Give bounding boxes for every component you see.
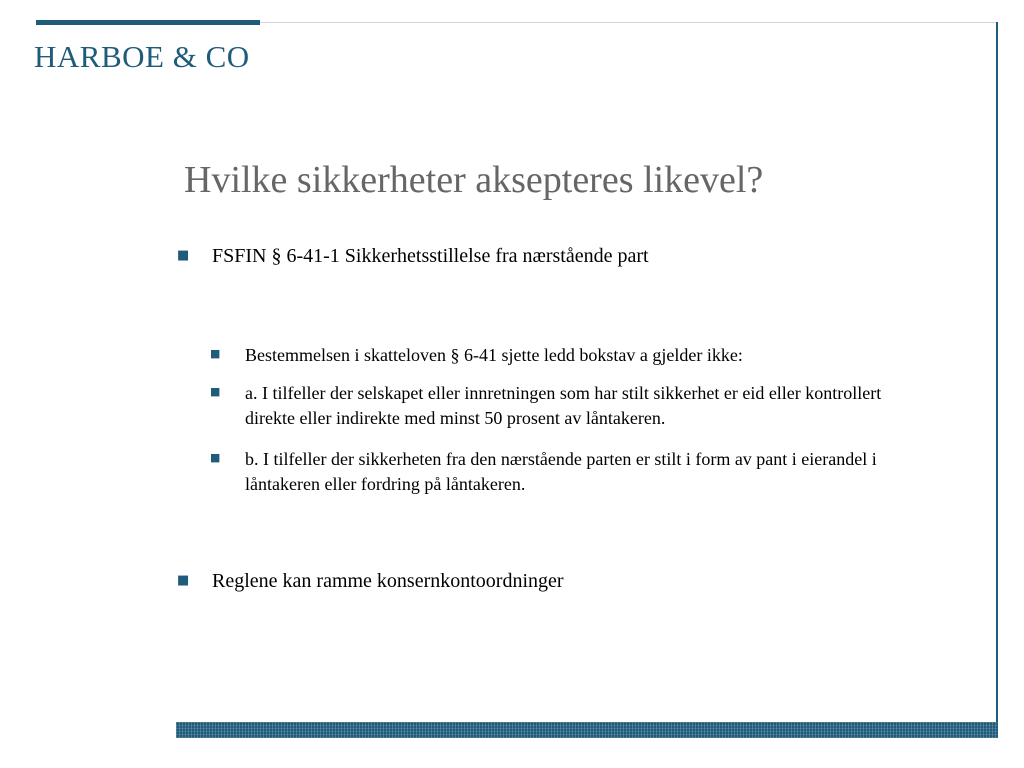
sub-bullet-text: b. I tilfeller der sikkerheten fra den nærstående parten er stilt i form av pant i eierandel i låntakeren eller fordring på låntakeren. <box>245 449 877 494</box>
square-bullet-icon: ■ <box>210 451 221 464</box>
sub-bullet-item-a <box>210 381 930 431</box>
square-bullet-icon: ■ <box>177 248 190 263</box>
bullet-item-fsfin <box>176 244 976 268</box>
sub-bullet-item-b <box>210 447 930 497</box>
bullet-text: FSFIN § 6-41-1 Sikkerhetsstillelse fra nærstående part <box>212 245 649 267</box>
sub-bullet-text: a. I tilfeller der selskapet eller innretningen som har stilt sikkerhet er eid eller kontrollert direkte eller indirekte med minst 50 prosent av låntakeren. <box>245 383 882 428</box>
square-bullet-icon: ■ <box>177 573 190 588</box>
square-bullet-icon: ■ <box>210 385 221 398</box>
bullet-item-reglene <box>176 569 976 593</box>
top-accent-rule <box>36 20 260 25</box>
right-border-rule <box>996 22 998 738</box>
top-divider-line <box>260 22 998 23</box>
slide-title: Hvilke sikkerheter aksepteres likevel? <box>184 159 764 201</box>
bottom-decorative-band <box>176 722 998 738</box>
square-bullet-icon: ■ <box>210 347 221 360</box>
bullet-text: Reglene kan ramme konsernkontoordninger <box>212 570 564 592</box>
sub-bullet-text: Bestemmelsen i skatteloven § 6-41 sjette ledd bokstav a gjelder ikke: <box>245 345 743 365</box>
sub-bullet-item-bestemmelsen <box>210 343 930 368</box>
company-logo: HARBOE & CO <box>34 39 250 74</box>
